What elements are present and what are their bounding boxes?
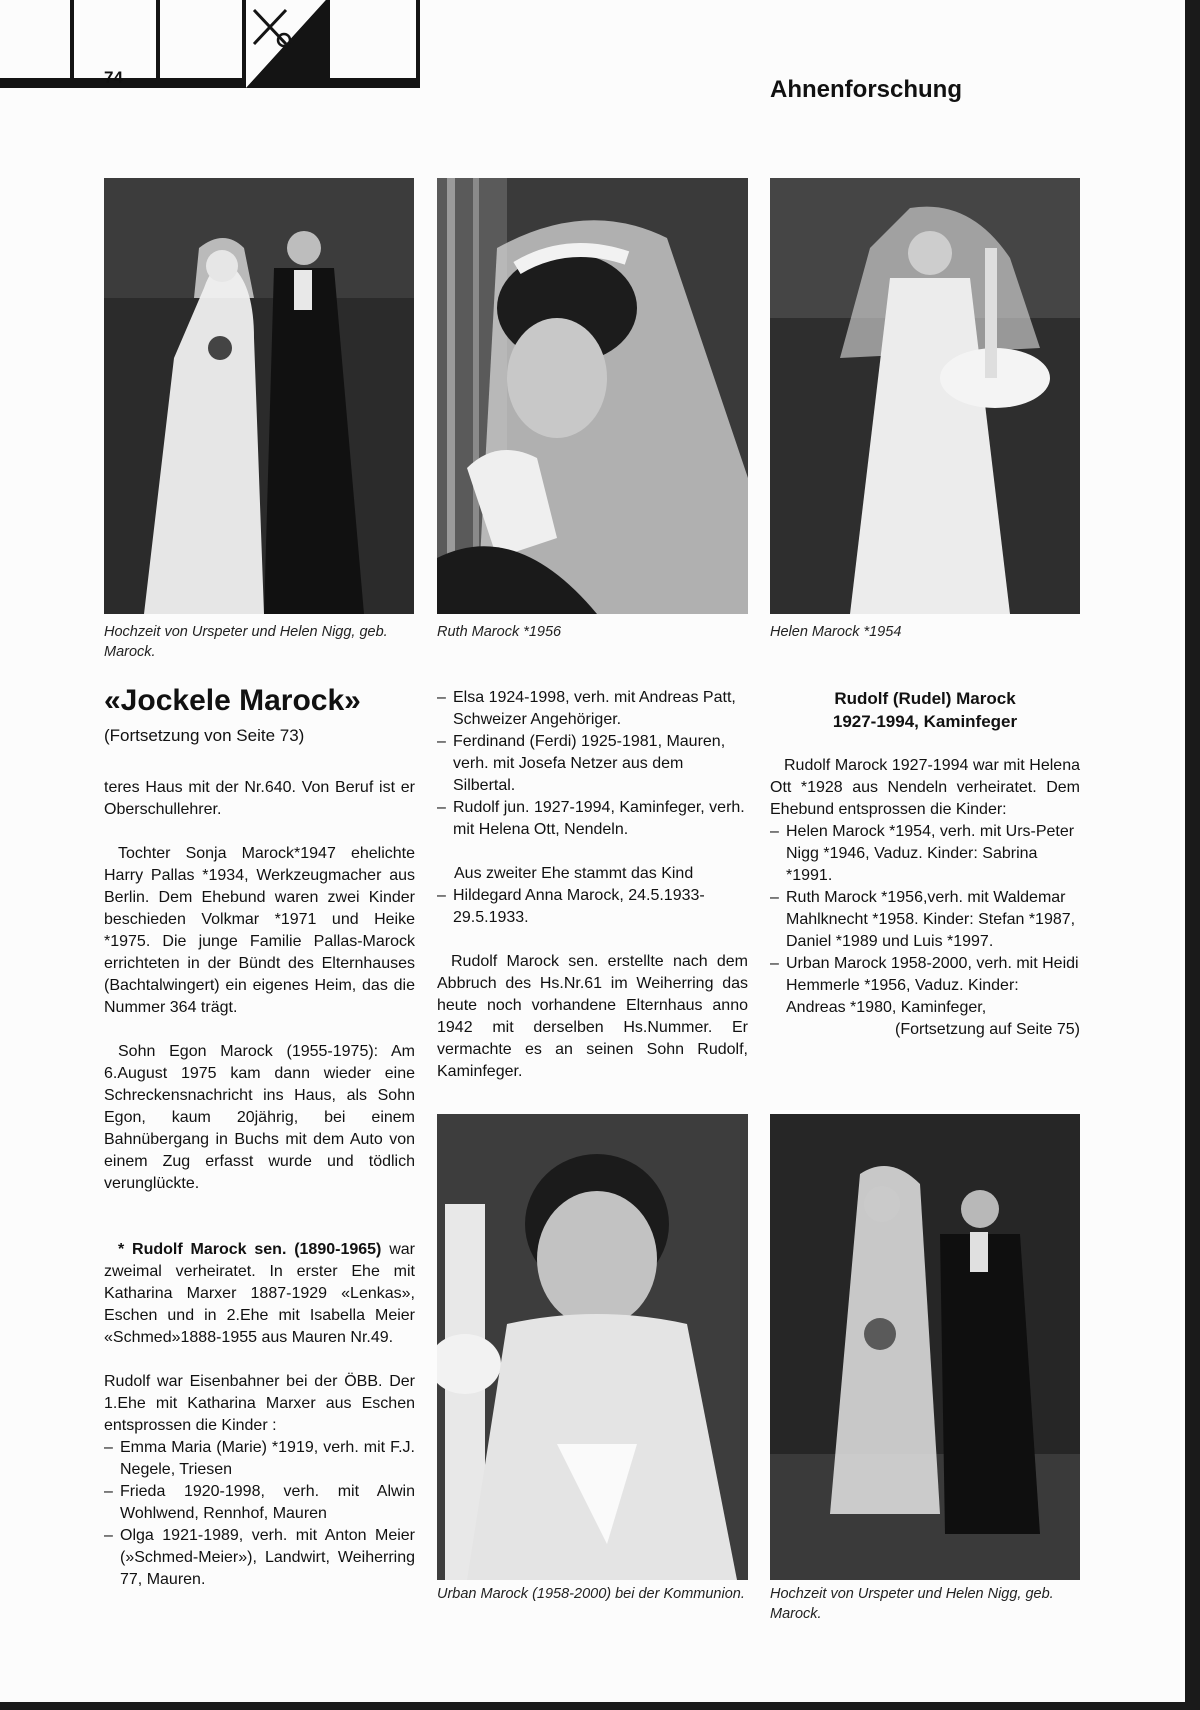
paragraph-text: war zweimal verheiratet. In erster Ehe mit Katharina Marxer 1887-1929 «Lenkas», Eschen und in 2.Ehe mit Isabella Meier «Schmed»1888-1955 aus Mauren Nr.49.	[104, 1241, 415, 1346]
text-column-2	[437, 687, 748, 1083]
section-heading: 1927-1994, Kaminfeger	[832, 712, 1018, 731]
paragraph	[104, 1239, 415, 1349]
list-item: – Hildegard Anna Marock, 24.5.1933-29.5.1933.	[437, 885, 748, 929]
article-subtitle: (Fortsetzung von Seite 73)	[104, 726, 305, 745]
paragraph: Tochter Sonja Marock*1947 ehelichte Harry Pallas *1934, Werkzeugmacher aus Berlin. Dem Ehebund waren zwei Kinder beschieden Volkmar *1971 und Heike *1975. Die junge Familie Pallas-Marock errichteten in der Bündt des Elternhauses (Bachtalwingert) ein eigenes Heim, das die Nummer 364 trägt.	[104, 845, 415, 1016]
person-heading: * Rudolf Marock sen. (1890-1965)	[118, 1241, 382, 1258]
list-item: – Emma Maria (Marie) *1919, verh. mit F.J. Negele, Triesen	[104, 1437, 415, 1481]
page-number: 74	[104, 68, 123, 87]
continued-note: (Fortsetzung auf Seite 75)	[895, 1021, 1080, 1038]
list-item: – Urban Marock 1958-2000, verh. mit Heidi Hemmerle *1956, Vaduz. Kinder: Andreas *1980, Kaminfeger,	[770, 953, 1080, 1019]
section-heading: Rudolf (Rudel) Marock	[834, 689, 1016, 708]
list-item: – Olga 1921-1989, verh. mit Anton Meier (»Schmed-Meier»), Landwirt, Weiherring 77, Mauren.	[104, 1525, 415, 1591]
text-column-1	[104, 777, 415, 1591]
list-item: – Helen Marock *1954, verh. mit Urs-Peter Nigg *1946, Vaduz. Kinder: Sabrina *1991.	[770, 821, 1080, 887]
header-band	[0, 0, 420, 88]
scan-edge-right	[1185, 0, 1200, 1710]
list-item: – Elsa 1924-1998, verh. mit Andreas Patt, Schweizer Angehöriger.	[437, 687, 748, 731]
scan-edge-bottom	[0, 1702, 1200, 1710]
paragraph: teres Haus mit der Nr.640. Von Beruf ist er Oberschullehrer.	[104, 779, 415, 818]
photo-wedding-couple-bottom	[770, 1114, 1080, 1580]
crossed-tools-icon	[246, 0, 326, 88]
paragraph: Rudolf Marock 1927-1994 war mit Helena Ott *1928 aus Nendeln verheiratet. Dem Ehebund entsprossen die Kinder:	[770, 757, 1080, 818]
caption-wedding-top: Hochzeit von Urspeter und Helen Nigg, geb. Marock.	[104, 624, 388, 660]
paragraph: Rudolf war Eisenbahner bei der ÖBB. Der 1.Ehe mit Katharina Marxer aus Eschen entsprossen die Kinder :	[104, 1373, 415, 1434]
caption-wedding-bottom: Hochzeit von Urspeter und Helen Nigg, geb. Marock.	[770, 1586, 1054, 1622]
paragraph: Rudolf Marock sen. erstellte nach dem Abbruch des Hs.Nr.61 im Weiherring das heute noch vorhandene Elternhaus anno 1942 mit derselben Hs.Nummer. Er vermachte es an seinen Sohn Rudolf, Kaminfeger.	[437, 953, 748, 1080]
text-column-3	[770, 687, 1080, 1041]
list-item: – Ferdinand (Ferdi) 1925-1981, Mauren, verh. mit Josefa Netzer aus dem Silbertal.	[437, 731, 748, 797]
photo-ruth	[437, 178, 748, 614]
caption-ruth: Ruth Marock *1956	[437, 624, 562, 640]
paragraph: Sohn Egon Marock (1955-1975): Am 6.August 1975 kam dann wieder eine Schreckensnachricht ins Haus, als Sohn Egon, kaum 20jährig, bei einem Bahnübergang in Buchs mit dem Auto von einem Zug erfasst wurde und tödlich verunglückte.	[104, 1043, 415, 1192]
article-title: «Jockele Marock»	[104, 684, 361, 717]
section-title: Ahnenforschung	[770, 76, 962, 103]
list-item: – Rudolf jun. 1927-1994, Kaminfeger, verh. mit Helena Ott, Nendeln.	[437, 797, 748, 841]
photo-urban-communion	[437, 1114, 748, 1580]
list-item: – Ruth Marock *1956,verh. mit Waldemar Mahlknecht *1958. Kinder: Stefan *1987, Daniel *1989 und Luis *1997.	[770, 887, 1080, 953]
caption-urban: Urban Marock (1958-2000) bei der Kommunion.	[437, 1586, 745, 1602]
list-item: – Frieda 1920-1998, verh. mit Alwin Wohlwend, Rennhof, Mauren	[104, 1481, 415, 1525]
photo-wedding-couple-top	[104, 178, 414, 614]
paragraph: Aus zweiter Ehe stammt das Kind	[454, 865, 694, 882]
photo-helen	[770, 178, 1080, 614]
caption-helen: Helen Marock *1954	[770, 624, 902, 640]
